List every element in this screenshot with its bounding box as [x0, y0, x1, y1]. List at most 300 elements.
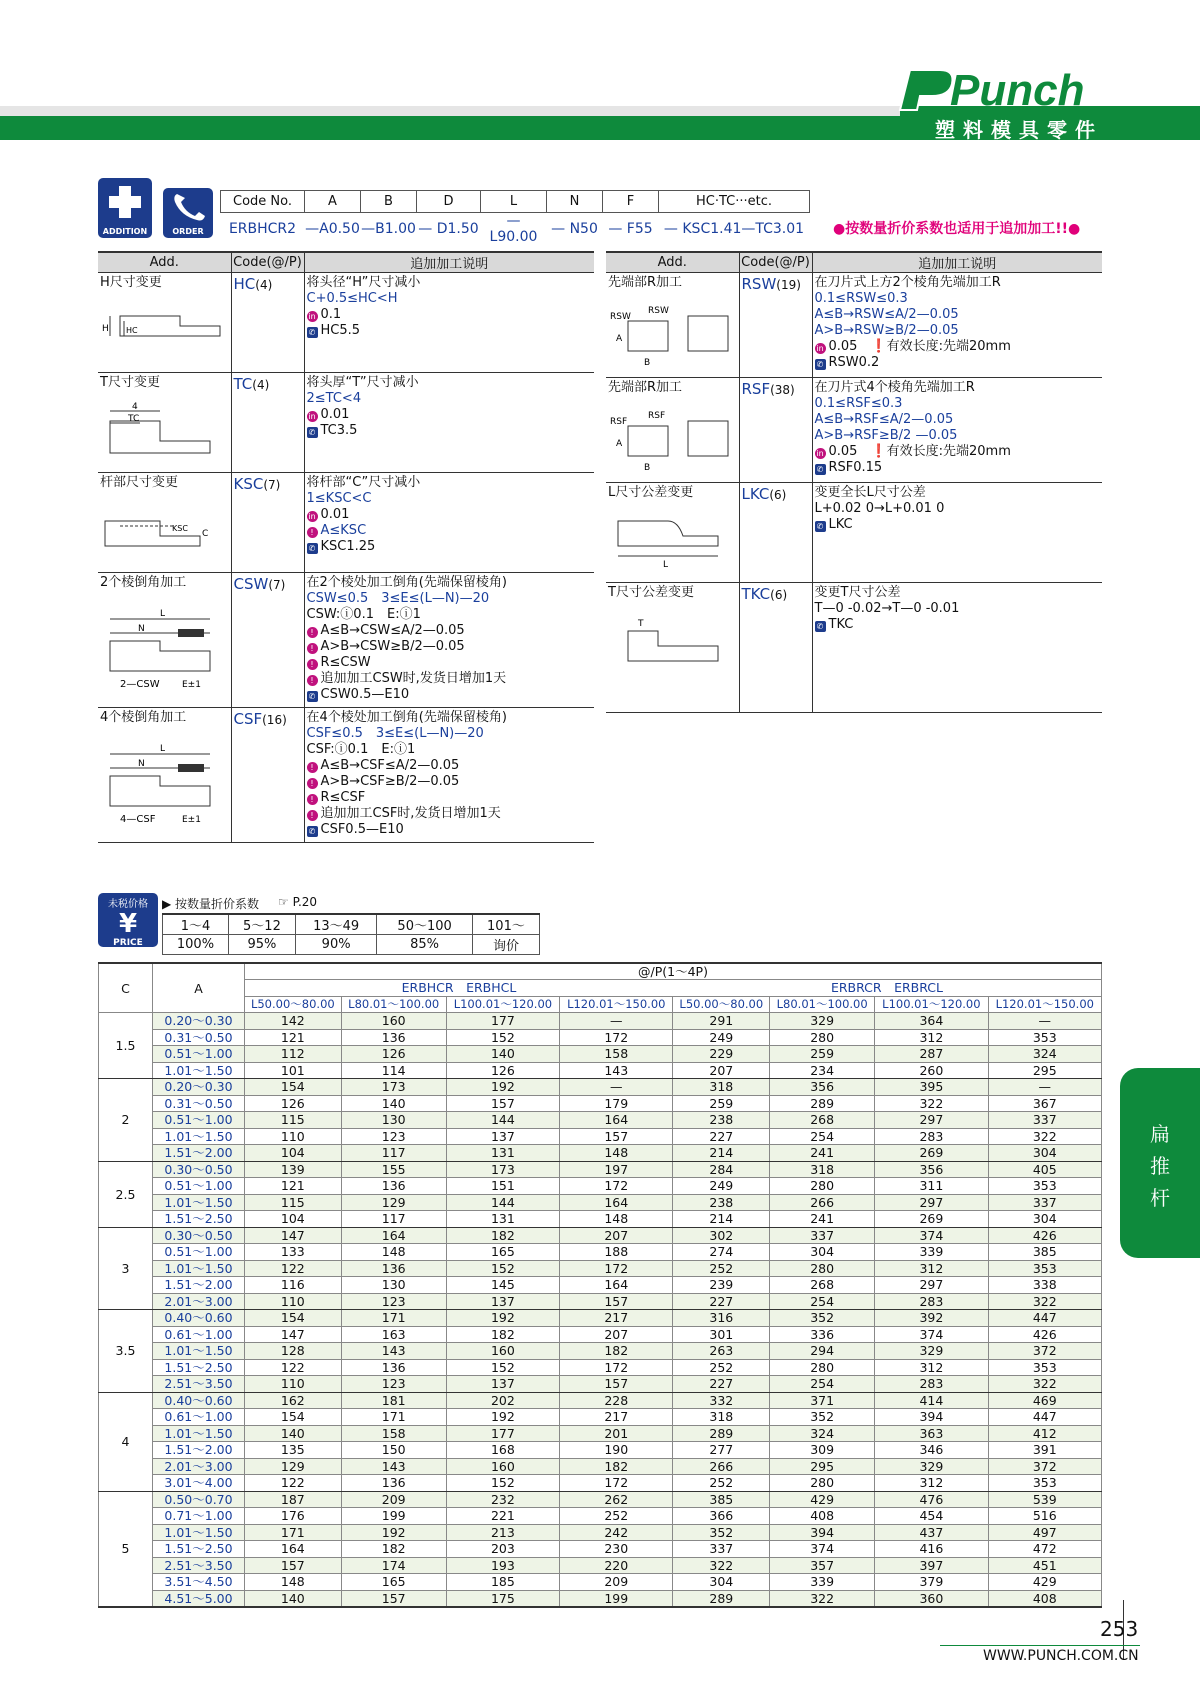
a-range: 0.61～1.00: [153, 1409, 245, 1426]
price-cell: 172: [560, 1178, 673, 1195]
price-cell: 385: [673, 1491, 770, 1508]
addition-desc-line: LKC: [828, 517, 853, 532]
addition-desc-line: 将杆部“C”尺寸减小: [306, 475, 421, 490]
price-cell: 353: [988, 1260, 1101, 1277]
price-cell: 280: [770, 1260, 875, 1277]
price-table: [98, 962, 1102, 1608]
c-value: 4: [99, 1392, 153, 1491]
addition-code: RSW: [741, 275, 777, 293]
a-range: 1.51～2.00: [153, 1145, 245, 1162]
price-cell: 259: [770, 1046, 875, 1063]
table-row: [99, 1145, 1102, 1162]
price-cell: 129: [341, 1194, 446, 1211]
price-cell: 123: [341, 1128, 446, 1145]
addition-desc-line: TKC: [828, 617, 854, 632]
price-cell: 207: [560, 1326, 673, 1343]
col-code: Code(@/P): [739, 252, 812, 273]
qty-cell: 13～49: [295, 914, 376, 935]
col-code: Code(@/P): [231, 252, 304, 273]
table-row: [99, 1557, 1102, 1574]
rate-cell: 95%: [228, 935, 295, 955]
price-cell: 268: [770, 1112, 875, 1129]
price-cell: 182: [341, 1541, 446, 1558]
a-range: 0.51～1.00: [153, 1046, 245, 1063]
price-cell: 152: [446, 1475, 559, 1492]
price-cell: 252: [673, 1359, 770, 1376]
price-cell: 122: [245, 1359, 342, 1376]
price-cell: 145: [446, 1277, 559, 1294]
table-row: [99, 1508, 1102, 1525]
addition-price: (7): [263, 478, 281, 492]
price-cell: 209: [341, 1491, 446, 1508]
price-cell: 192: [446, 1409, 559, 1426]
addition-desc-line: A≤B→RSW≤A/2—0.05: [814, 307, 959, 322]
addition-price: (19): [776, 278, 801, 292]
price-cell: 316: [673, 1310, 770, 1327]
price-cell: 230: [560, 1541, 673, 1558]
c-value: 3: [99, 1227, 153, 1310]
price-cell: 101: [245, 1062, 342, 1079]
a-range: 1.51～2.00: [153, 1442, 245, 1459]
addition-row: [606, 483, 1102, 583]
price-cell: 394: [875, 1409, 988, 1426]
qty-cell: 50～100: [377, 914, 473, 935]
price-cell: 148: [560, 1145, 673, 1162]
code-example: — L90.00: [489, 213, 538, 245]
col-c: C: [99, 963, 153, 1013]
addition-icon: ADDITION: [98, 178, 152, 238]
price-cell: 157: [245, 1557, 342, 1574]
price-cell: 197: [560, 1161, 673, 1178]
code-header: L: [481, 191, 547, 213]
price-cell: 289: [673, 1425, 770, 1442]
qty-cell: 101～: [472, 914, 539, 935]
table-row: [99, 1590, 1102, 1607]
price-cell: 110: [245, 1293, 342, 1310]
price-cell: 154: [245, 1079, 342, 1096]
price-cell: 297: [875, 1277, 988, 1294]
price-cell: 172: [560, 1475, 673, 1492]
price-cell: 157: [341, 1590, 446, 1607]
price-cell: 337: [770, 1227, 875, 1244]
a-range: 1.51～2.50: [153, 1541, 245, 1558]
a-range: 0.51～1.00: [153, 1112, 245, 1129]
price-cell: 164: [560, 1194, 673, 1211]
addition-code: HC: [233, 275, 256, 293]
a-range: 3.01～4.00: [153, 1475, 245, 1492]
price-cell: 154: [245, 1409, 342, 1426]
table-row: [99, 1376, 1102, 1393]
price-cell: 284: [673, 1161, 770, 1178]
a-range: 1.01～1.50: [153, 1194, 245, 1211]
addition-diagram: [100, 726, 229, 840]
price-cell: 254: [770, 1293, 875, 1310]
svg-text:E±1: E±1: [182, 815, 201, 825]
addition-diagram: [608, 291, 737, 375]
price-cell: 266: [770, 1194, 875, 1211]
price-cell: 164: [245, 1541, 342, 1558]
price-cell: 126: [446, 1062, 559, 1079]
price-cell: 254: [770, 1128, 875, 1145]
code-example: — F55: [608, 221, 653, 237]
addition-table-left: [98, 251, 594, 843]
price-cell: 214: [673, 1211, 770, 1228]
price-cell: 309: [770, 1442, 875, 1459]
price-cell: 241: [770, 1211, 875, 1228]
svg-text:KSC: KSC: [172, 524, 188, 533]
addition-desc-line: R≤CSW: [320, 655, 371, 670]
price-cell: 179: [560, 1095, 673, 1112]
price-cell: 227: [673, 1293, 770, 1310]
group-rc: ERBRCR ERBRCL: [673, 980, 1102, 997]
price-cell: 252: [673, 1475, 770, 1492]
price-cell: 209: [560, 1574, 673, 1591]
price-cell: 318: [673, 1079, 770, 1096]
price-cell: 304: [673, 1574, 770, 1591]
price-cell: 227: [673, 1376, 770, 1393]
price-cell: 171: [341, 1409, 446, 1426]
addition-desc-line: T—0 -0.02→T—0 -0.01: [814, 601, 960, 616]
discount-note: ●按数量折价系数也适用于追加加工!!●: [833, 221, 1081, 237]
price-cell: 182: [560, 1458, 673, 1475]
price-cell: 338: [988, 1277, 1101, 1294]
price-cell: 114: [341, 1062, 446, 1079]
svg-text:RSF: RSF: [610, 417, 628, 427]
price-cell: 379: [875, 1574, 988, 1591]
range-header: L80.01～100.00: [341, 996, 446, 1013]
price-cell: 262: [560, 1491, 673, 1508]
price-cell: 363: [875, 1425, 988, 1442]
price-cell: 148: [560, 1211, 673, 1228]
price-cell: 227: [673, 1128, 770, 1145]
price-cell: 353: [988, 1359, 1101, 1376]
price-cell: 110: [245, 1128, 342, 1145]
price-cell: 123: [341, 1293, 446, 1310]
range-header: L120.01～150.00: [560, 996, 673, 1013]
addition-desc-line: CSF0.5—E10: [320, 822, 404, 837]
price-cell: 229: [673, 1046, 770, 1063]
addition-desc-line: CSW0.5—E10: [320, 687, 410, 702]
price-cell: 182: [446, 1227, 559, 1244]
addition-table-right: [606, 251, 1102, 713]
price-cell: 239: [673, 1277, 770, 1294]
price-cell: 165: [446, 1244, 559, 1261]
price-cell: 426: [988, 1326, 1101, 1343]
price-cell: 312: [875, 1029, 988, 1046]
table-row: [99, 1095, 1102, 1112]
price-cell: 164: [341, 1227, 446, 1244]
addition-desc-line: 0.1≤RSF≤0.3: [814, 396, 903, 411]
addition-code: CSF: [233, 710, 263, 728]
price-cell: 336: [770, 1326, 875, 1343]
price-cell: 429: [988, 1574, 1101, 1591]
addition-code: TKC: [741, 585, 771, 603]
code-header: A: [305, 191, 361, 213]
price-cell: 238: [673, 1112, 770, 1129]
price-cell: —: [988, 1013, 1101, 1030]
price-cell: 294: [770, 1343, 875, 1360]
code-header: F: [603, 191, 659, 213]
col-a: A: [153, 963, 245, 1013]
order-example-icon: ✆: [815, 464, 826, 475]
price-cell: 207: [673, 1062, 770, 1079]
svg-text:4: 4: [132, 402, 138, 412]
order-example-icon: ✆: [307, 543, 318, 554]
price-cell: 339: [770, 1574, 875, 1591]
addition-desc-line: A>B→RSF≥B/2 —0.05: [814, 428, 958, 443]
addition-desc-line: A>B→RSW≥B/2—0.05: [814, 323, 959, 338]
price-cell: 160: [341, 1013, 446, 1030]
min-unit-icon: in: [308, 412, 316, 421]
svg-text:A: A: [616, 334, 623, 344]
price-cell: 137: [446, 1128, 559, 1145]
code-table: [220, 190, 810, 245]
discount-table: [162, 913, 540, 955]
price-cell: 232: [446, 1491, 559, 1508]
svg-text:E±1: E±1: [182, 680, 201, 690]
price-cell: 139: [245, 1161, 342, 1178]
price-cell: 164: [560, 1277, 673, 1294]
price-cell: 356: [770, 1079, 875, 1096]
price-cell: 454: [875, 1508, 988, 1525]
code-example: — N50: [551, 221, 598, 237]
punch-logo: [880, 60, 1110, 120]
addition-desc-line: 在2个棱处加工倒角(先端保留棱角): [306, 575, 507, 590]
price-cell: 181: [341, 1392, 446, 1409]
price-cell: 160: [446, 1458, 559, 1475]
price-cell: 147: [245, 1326, 342, 1343]
price-cell: 397: [875, 1557, 988, 1574]
price-cell: 121: [245, 1178, 342, 1195]
warning-icon: !: [307, 675, 318, 686]
price-cell: 266: [673, 1458, 770, 1475]
table-row: [99, 1062, 1102, 1079]
addition-desc-line: 0.05 ❗有效长度:先端20mm: [828, 339, 1011, 354]
table-row: [99, 1029, 1102, 1046]
col-add: Add.: [606, 252, 739, 273]
range-header: L100.01～120.00: [875, 996, 988, 1013]
price-cell: 172: [560, 1029, 673, 1046]
addition-desc-line: CSF:ⓘ0.1 E:ⓘ1: [306, 742, 416, 757]
table-row: [99, 1293, 1102, 1310]
table-row: [99, 1343, 1102, 1360]
price-cell: 213: [446, 1524, 559, 1541]
price-cell: 287: [875, 1046, 988, 1063]
price-cell: 136: [341, 1178, 446, 1195]
addition-desc-line: A>B→CSF≥B/2—0.05: [320, 774, 460, 789]
price-cell: 280: [770, 1029, 875, 1046]
price-cell: 104: [245, 1211, 342, 1228]
price-cell: 274: [673, 1244, 770, 1261]
addition-row: [98, 373, 594, 473]
col-desc: 追加加工说明: [812, 252, 1102, 273]
price-cell: 158: [341, 1425, 446, 1442]
addition-code: RSF: [741, 380, 771, 398]
price-cell: —: [560, 1013, 673, 1030]
addition-name: 先端部R加工: [608, 275, 683, 290]
price-cell: 116: [245, 1277, 342, 1294]
addition-desc-line: 1≤KSC<C: [306, 491, 372, 506]
price-cell: 207: [560, 1227, 673, 1244]
price-cell: 408: [988, 1590, 1101, 1607]
price-cell: 476: [875, 1491, 988, 1508]
price-cell: 346: [875, 1442, 988, 1459]
table-row: [99, 1310, 1102, 1327]
price-cell: 367: [988, 1095, 1101, 1112]
price-cell: 126: [245, 1095, 342, 1112]
addition-row: [606, 583, 1102, 713]
addition-name: 4个棱倒角加工: [100, 710, 187, 725]
price-cell: 324: [770, 1425, 875, 1442]
a-range: 2.01～3.00: [153, 1458, 245, 1475]
price-cell: 150: [341, 1442, 446, 1459]
addition-row: [98, 273, 594, 373]
price-cell: 126: [341, 1046, 446, 1063]
price-cell: 176: [245, 1508, 342, 1525]
price-cell: 329: [770, 1013, 875, 1030]
table-row: [99, 1524, 1102, 1541]
price-cell: 187: [245, 1491, 342, 1508]
c-value: 5: [99, 1491, 153, 1607]
price-cell: 152: [446, 1260, 559, 1277]
addition-desc-line: RSF0.15: [828, 460, 883, 475]
price-cell: 148: [245, 1574, 342, 1591]
price-cell: 283: [875, 1293, 988, 1310]
price-cell: 182: [446, 1326, 559, 1343]
price-cell: 155: [341, 1161, 446, 1178]
addition-desc-line: A>B→CSW≥B/2—0.05: [320, 639, 465, 654]
price-cell: 280: [770, 1178, 875, 1195]
discount-title: ▶ 按数量折价系数: [162, 897, 260, 911]
svg-text:RSW: RSW: [648, 306, 669, 316]
table-row: [99, 1046, 1102, 1063]
a-range: 0.40～0.60: [153, 1310, 245, 1327]
price-cell: 472: [988, 1541, 1101, 1558]
price-cell: 143: [341, 1343, 446, 1360]
addition-desc-line: KSC1.25: [320, 539, 376, 554]
group-hc: ERBHCR ERBHCL: [245, 980, 673, 997]
price-cell: 192: [446, 1310, 559, 1327]
table-row: [99, 1541, 1102, 1558]
price-cell: 140: [245, 1590, 342, 1607]
price-cell: 356: [875, 1161, 988, 1178]
price-cell: 147: [245, 1227, 342, 1244]
price-cell: 143: [341, 1458, 446, 1475]
svg-text:N: N: [138, 759, 145, 769]
price-cell: —: [988, 1079, 1101, 1096]
price-cell: 217: [560, 1310, 673, 1327]
table-row: [99, 1409, 1102, 1426]
addition-price: (7): [268, 578, 286, 592]
table-row: [99, 1326, 1102, 1343]
svg-text:RSF: RSF: [648, 411, 666, 421]
addition-name: 2个棱倒角加工: [100, 575, 187, 590]
addition-diagram: [100, 391, 229, 470]
c-value: 2.5: [99, 1161, 153, 1227]
price-cell: 185: [446, 1574, 559, 1591]
price-cell: 269: [875, 1145, 988, 1162]
addition-desc-line: 0.01: [320, 507, 350, 522]
svg-text:2—CSW: 2—CSW: [120, 679, 160, 690]
price-cell: 152: [446, 1029, 559, 1046]
price-cell: 337: [988, 1112, 1101, 1129]
price-cell: 312: [875, 1260, 988, 1277]
price-cell: 324: [988, 1046, 1101, 1063]
addition-price: (38): [770, 383, 795, 397]
price-cell: 260: [875, 1062, 988, 1079]
table-row: [99, 1112, 1102, 1129]
addition-desc-line: 0.1≤RSW≤0.3: [814, 291, 908, 306]
price-cell: 437: [875, 1524, 988, 1541]
range-header: L80.01～100.00: [770, 996, 875, 1013]
price-cell: 322: [988, 1376, 1101, 1393]
addition-desc-line: 在刀片式上方2个棱角先端加工R: [814, 275, 1001, 290]
svg-text:L: L: [160, 609, 166, 619]
table-row: [99, 1392, 1102, 1409]
price-cell: 391: [988, 1442, 1101, 1459]
a-range: 2.51～3.50: [153, 1376, 245, 1393]
price-cell: 175: [446, 1590, 559, 1607]
addition-row: [98, 573, 594, 708]
code-header: B: [361, 191, 417, 213]
price-cell: 447: [988, 1310, 1101, 1327]
price-cell: 131: [446, 1211, 559, 1228]
a-range: 0.51～1.00: [153, 1244, 245, 1261]
warning-icon: !: [307, 627, 318, 638]
a-range: 0.31～0.50: [153, 1095, 245, 1112]
price-cell: 199: [341, 1508, 446, 1525]
price-cell: 157: [560, 1128, 673, 1145]
price-cell: 121: [245, 1029, 342, 1046]
price-cell: 221: [446, 1508, 559, 1525]
addition-diagram: [608, 501, 737, 580]
table-row: [99, 1211, 1102, 1228]
a-range: 0.40～0.60: [153, 1392, 245, 1409]
price-cell: 280: [770, 1475, 875, 1492]
warning-icon: !: [307, 778, 318, 789]
table-row: [99, 1458, 1102, 1475]
price-cell: 516: [988, 1508, 1101, 1525]
price-cell: 408: [770, 1508, 875, 1525]
price-cell: 131: [446, 1145, 559, 1162]
price-cell: 374: [875, 1326, 988, 1343]
price-cell: 360: [875, 1590, 988, 1607]
price-cell: 304: [770, 1244, 875, 1261]
svg-text:TC: TC: [128, 414, 140, 424]
price-cell: 295: [770, 1458, 875, 1475]
price-cell: 157: [560, 1376, 673, 1393]
price-cell: 192: [446, 1079, 559, 1096]
addition-desc-line: 追加加工CSF时,发货日增加1天: [320, 806, 501, 821]
price-cell: 366: [673, 1508, 770, 1525]
addition-desc-line: CSW:ⓘ0.1 E:ⓘ1: [306, 607, 421, 622]
price-cell: 269: [875, 1211, 988, 1228]
price-cell: 295: [988, 1062, 1101, 1079]
addition-row: [606, 378, 1102, 483]
price-cell: 202: [446, 1392, 559, 1409]
addition-name: 杆部尺寸变更: [100, 475, 179, 490]
price-cell: 318: [673, 1409, 770, 1426]
svg-text:4—CSF: 4—CSF: [120, 814, 156, 825]
price-cell: 429: [770, 1491, 875, 1508]
a-range: 1.01～1.50: [153, 1260, 245, 1277]
warning-icon: !: [307, 810, 318, 821]
rate-cell: 85%: [377, 935, 473, 955]
addition-code: LKC: [741, 485, 770, 503]
order-example-icon: ✆: [307, 691, 318, 702]
a-range: 1.01～1.50: [153, 1128, 245, 1145]
addition-name: T尺寸公差变更: [608, 585, 694, 600]
